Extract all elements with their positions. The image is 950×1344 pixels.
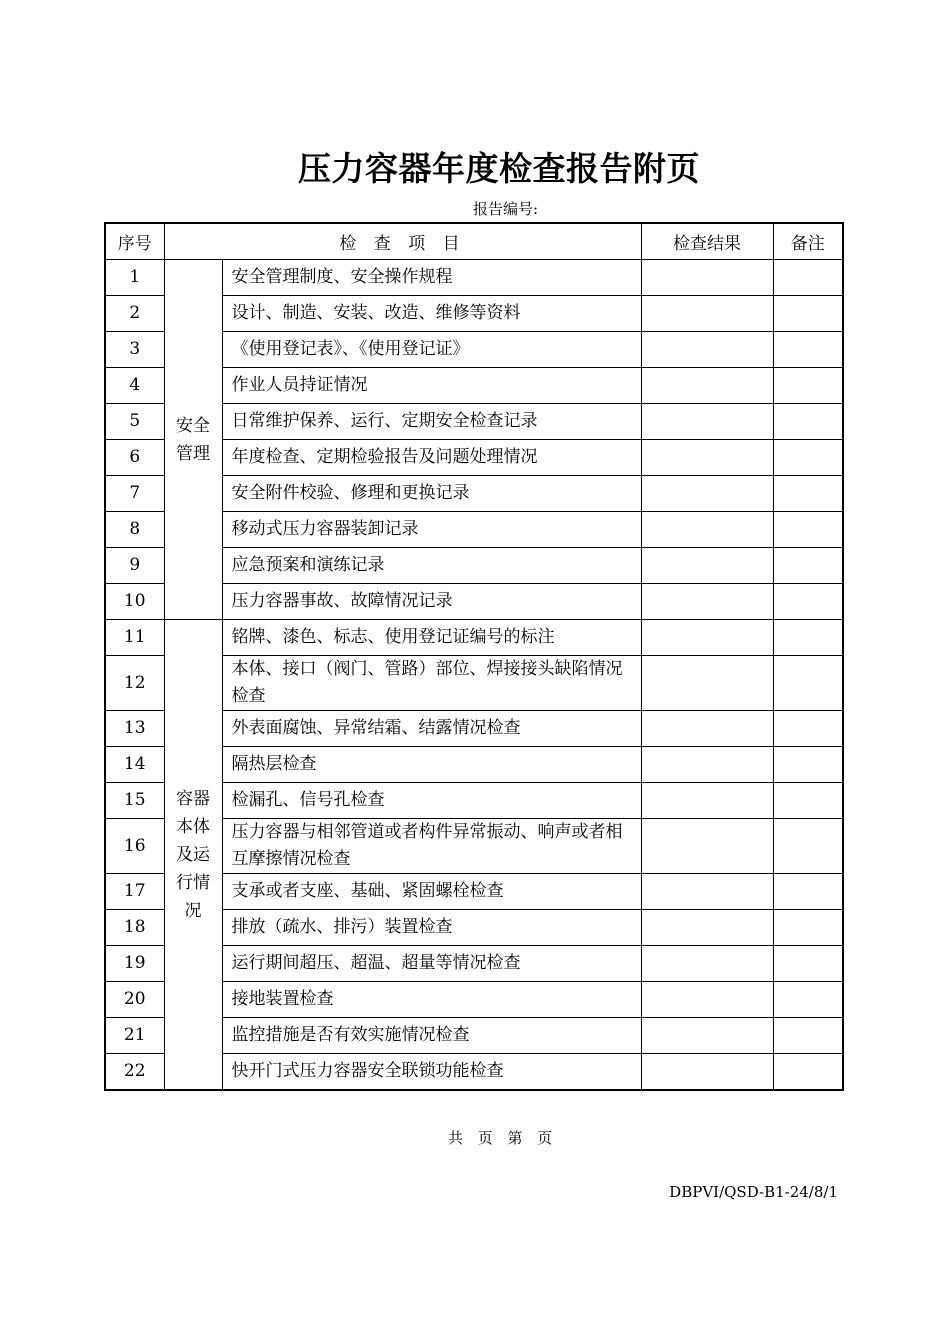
report-number-label: 报告编号: bbox=[473, 200, 539, 218]
inspection-item: 检漏孔、信号孔检查 bbox=[222, 783, 641, 819]
result-cell[interactable] bbox=[641, 260, 773, 296]
result-cell[interactable] bbox=[641, 1054, 773, 1091]
remark-cell[interactable] bbox=[773, 332, 843, 368]
row-number: 6 bbox=[105, 440, 164, 476]
inspection-item: 外表面腐蚀、异常结霜、结露情况检查 bbox=[222, 711, 641, 747]
row-number: 18 bbox=[105, 910, 164, 946]
row-number: 19 bbox=[105, 946, 164, 982]
inspection-item: 应急预案和演练记录 bbox=[222, 548, 641, 584]
table-row bbox=[105, 620, 843, 656]
row-number: 5 bbox=[105, 404, 164, 440]
result-cell[interactable] bbox=[641, 440, 773, 476]
group-label: 安全 管理 bbox=[164, 260, 222, 620]
table-row bbox=[105, 260, 843, 296]
result-cell[interactable] bbox=[641, 946, 773, 982]
remark-cell[interactable] bbox=[773, 1054, 843, 1091]
remark-cell[interactable] bbox=[773, 368, 843, 404]
result-cell[interactable] bbox=[641, 548, 773, 584]
remark-cell[interactable] bbox=[773, 512, 843, 548]
remark-cell[interactable] bbox=[773, 874, 843, 910]
result-cell[interactable] bbox=[641, 874, 773, 910]
inspection-item: 压力容器事故、故障情况记录 bbox=[222, 584, 641, 620]
inspection-item: 安全管理制度、安全操作规程 bbox=[222, 260, 641, 296]
row-number: 12 bbox=[105, 656, 164, 711]
result-cell[interactable] bbox=[641, 296, 773, 332]
inspection-item: 年度检查、定期检验报告及问题处理情况 bbox=[222, 440, 641, 476]
row-number: 2 bbox=[105, 296, 164, 332]
remark-cell[interactable] bbox=[773, 982, 843, 1018]
row-number: 11 bbox=[105, 620, 164, 656]
remark-cell[interactable] bbox=[773, 747, 843, 783]
result-cell[interactable] bbox=[641, 1018, 773, 1054]
inspection-item: 铭牌、漆色、标志、使用登记证编号的标注 bbox=[222, 620, 641, 656]
remark-cell[interactable] bbox=[773, 548, 843, 584]
row-number: 3 bbox=[105, 332, 164, 368]
document-code: DBPVI/QSD-B1-24/8/1 bbox=[669, 1183, 838, 1201]
remark-cell[interactable] bbox=[773, 296, 843, 332]
row-number: 15 bbox=[105, 783, 164, 819]
result-cell[interactable] bbox=[641, 982, 773, 1018]
header-remark: 备注 bbox=[773, 223, 843, 260]
remark-cell[interactable] bbox=[773, 260, 843, 296]
row-number: 8 bbox=[105, 512, 164, 548]
group-label: 容器 本体 及运 行情 况 bbox=[164, 620, 222, 1091]
result-cell[interactable] bbox=[641, 819, 773, 874]
result-cell[interactable] bbox=[641, 584, 773, 620]
remark-cell[interactable] bbox=[773, 620, 843, 656]
remark-cell[interactable] bbox=[773, 440, 843, 476]
inspection-item: 移动式压力容器装卸记录 bbox=[222, 512, 641, 548]
result-cell[interactable] bbox=[641, 512, 773, 548]
remark-cell[interactable] bbox=[773, 476, 843, 512]
result-cell[interactable] bbox=[641, 711, 773, 747]
row-number: 22 bbox=[105, 1054, 164, 1091]
row-number: 10 bbox=[105, 584, 164, 620]
inspection-item: 设计、制造、安装、改造、维修等资料 bbox=[222, 296, 641, 332]
row-number: 14 bbox=[105, 747, 164, 783]
result-cell[interactable] bbox=[641, 747, 773, 783]
header-no: 序号 bbox=[105, 223, 164, 260]
table-header-row bbox=[105, 223, 843, 260]
inspection-item: 运行期间超压、超温、超量等情况检查 bbox=[222, 946, 641, 982]
inspection-item: 快开门式压力容器安全联锁功能检查 bbox=[222, 1054, 641, 1091]
inspection-item: 日常维护保养、运行、定期安全检查记录 bbox=[222, 404, 641, 440]
row-number: 16 bbox=[105, 819, 164, 874]
row-number: 9 bbox=[105, 548, 164, 584]
inspection-item: 支承或者支座、基础、紧固螺栓检查 bbox=[222, 874, 641, 910]
row-number: 20 bbox=[105, 982, 164, 1018]
remark-cell[interactable] bbox=[773, 783, 843, 819]
row-number: 1 bbox=[105, 260, 164, 296]
row-number: 13 bbox=[105, 711, 164, 747]
inspection-item: 接地装置检查 bbox=[222, 982, 641, 1018]
inspection-item: 本体、接口（阀门、管路）部位、焊接接头缺陷情况检查 bbox=[222, 656, 641, 711]
inspection-item: 排放（疏水、排污）装置检查 bbox=[222, 910, 641, 946]
remark-cell[interactable] bbox=[773, 819, 843, 874]
row-number: 7 bbox=[105, 476, 164, 512]
result-cell[interactable] bbox=[641, 404, 773, 440]
result-cell[interactable] bbox=[641, 910, 773, 946]
row-number: 4 bbox=[105, 368, 164, 404]
header-item: 检 查 项 目 bbox=[164, 223, 641, 260]
remark-cell[interactable] bbox=[773, 1018, 843, 1054]
page-title: 压力容器年度检查报告附页 bbox=[298, 149, 700, 188]
result-cell[interactable] bbox=[641, 368, 773, 404]
result-cell[interactable] bbox=[641, 476, 773, 512]
inspection-item: 监控措施是否有效实施情况检查 bbox=[222, 1018, 641, 1054]
header-result: 检查结果 bbox=[641, 223, 773, 260]
result-cell[interactable] bbox=[641, 783, 773, 819]
inspection-item: 作业人员持证情况 bbox=[222, 368, 641, 404]
remark-cell[interactable] bbox=[773, 711, 843, 747]
result-cell[interactable] bbox=[641, 332, 773, 368]
inspection-item: 压力容器与相邻管道或者构件异常振动、响声或者相互摩擦情况检查 bbox=[222, 819, 641, 874]
row-number: 17 bbox=[105, 874, 164, 910]
row-number: 21 bbox=[105, 1018, 164, 1054]
page-counter: 共 页 第 页 bbox=[448, 1129, 555, 1147]
remark-cell[interactable] bbox=[773, 584, 843, 620]
remark-cell[interactable] bbox=[773, 404, 843, 440]
remark-cell[interactable] bbox=[773, 656, 843, 711]
inspection-table bbox=[104, 222, 844, 1091]
remark-cell[interactable] bbox=[773, 910, 843, 946]
inspection-item: 《使用登记表》、《使用登记证》 bbox=[222, 332, 641, 368]
inspection-item: 隔热层检查 bbox=[222, 747, 641, 783]
inspection-item: 安全附件校验、修理和更换记录 bbox=[222, 476, 641, 512]
result-cell[interactable] bbox=[641, 620, 773, 656]
result-cell[interactable] bbox=[641, 656, 773, 711]
remark-cell[interactable] bbox=[773, 946, 843, 982]
